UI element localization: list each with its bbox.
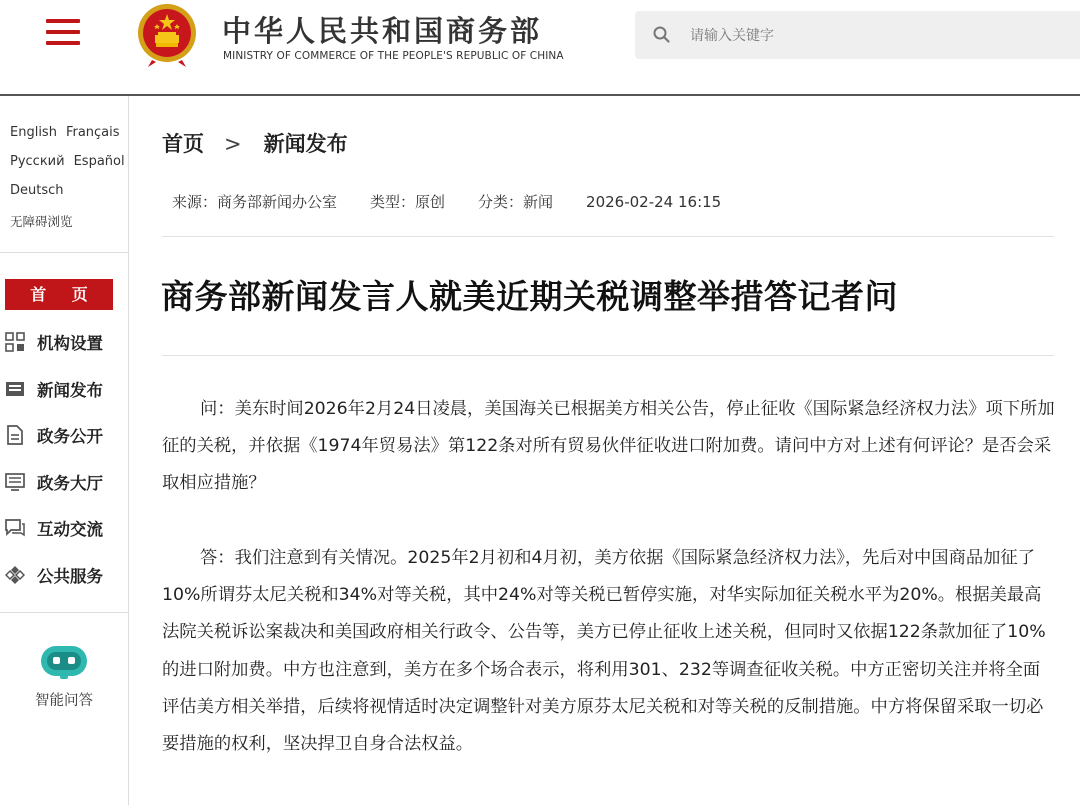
nav-label: 互动交流 [37, 520, 103, 539]
language-row [10, 154, 134, 169]
national-emblem-icon[interactable] [134, 2, 200, 68]
site-title[interactable]: 中华人民共和国商务部 [222, 14, 543, 48]
nav-item-org[interactable] [5, 328, 123, 356]
nav-label: 政务大厅 [37, 474, 103, 493]
nav-item-gov-affairs[interactable] [5, 421, 123, 449]
menu-icon[interactable] [46, 19, 80, 49]
org-grid-icon [5, 332, 25, 352]
service-hall-icon [5, 472, 25, 492]
lang-english[interactable]: English [10, 125, 57, 140]
meta-type: 类型：原创 [370, 193, 446, 211]
divider [0, 612, 128, 613]
lang-german[interactable]: Deutsch [10, 183, 64, 198]
language-row [10, 183, 73, 198]
chat-icon [5, 518, 25, 538]
breadcrumb-current[interactable]: 新闻发布 [263, 132, 348, 156]
article-answer: 答：我们注意到有关情况。2025年2月初和4月初，美方依据《国际紧急经济权力法》，先后对中国商品加征了10%所谓芬太尼关税和34%对等关税，其中24%对等关税已暂停实施，对华实际加征关税水平为20%。根据美最高法院关税诉讼案裁决和美国政府相关行政令、公告等，美方已停止征收上述关税，但同时又依据122条款加征了10%的进口附加费。中方也注意到，美方在多个场合表示，将利用301、232等调查征收关税。中方正密切关注并将全面评估美方相关举措，后续将视情适时决定调整针对美方原芬太尼关税和对等关税的反制措施。中方将保留采取一切必要措施的权利，坚决捍卫自身合法权益。 [162, 548, 1046, 755]
assistant-label[interactable]: 智能问答 [35, 693, 93, 709]
divider [0, 252, 128, 253]
divider [162, 236, 1054, 237]
nav-item-news[interactable] [5, 375, 123, 403]
meta-datetime: 2026-02-24 16:15 [586, 193, 722, 211]
lang-spanish[interactable]: Español [73, 154, 125, 169]
chevron-right-icon: > [224, 132, 242, 156]
nav-item-interaction[interactable] [5, 514, 123, 542]
site-title-english[interactable]: MINISTRY OF COMMERCE OF THE PEOPLE'S REPUBLIC OF CHINA [223, 50, 564, 62]
meta-source: 来源：商务部新闻办公室 [172, 193, 338, 211]
breadcrumb [162, 128, 348, 158]
site-header [0, 0, 1080, 96]
article-meta [172, 191, 754, 212]
document-icon [5, 425, 25, 445]
nav-home-button[interactable]: 首 页 [5, 279, 113, 310]
search-box [635, 11, 1080, 59]
breadcrumb-home[interactable]: 首页 [162, 132, 204, 156]
public-service-icon [5, 565, 25, 585]
accessibility-link[interactable]: 无障碍浏览 [10, 214, 73, 229]
search-input[interactable] [688, 21, 1062, 51]
article-question: 问：美东时间2026年2月24日凌晨，美国海关已根据美方相关公告，停止征收《国际紧急经济权力法》项下所加征的关税，并依据《1974年贸易法》第122条对所有贸易伙伴征收进口附加费。请问中方对上述有何评论？是否会采取相应措施？ [162, 399, 1055, 494]
meta-category: 分类：新闻 [478, 193, 554, 211]
lang-russian[interactable]: Русский [10, 154, 65, 169]
lang-french[interactable]: Français [65, 125, 120, 140]
nav-label: 公共服务 [37, 567, 103, 586]
news-list-icon [5, 379, 25, 399]
nav-item-service-hall[interactable] [5, 468, 123, 496]
nav-item-public-service[interactable] [5, 561, 123, 589]
search-icon[interactable] [652, 25, 672, 45]
nav-label: 政务公开 [37, 427, 103, 446]
robot-assistant-icon[interactable] [38, 641, 90, 681]
nav-label: 新闻发布 [37, 381, 103, 400]
sidebar [0, 96, 129, 805]
nav-label: 机构设置 [37, 334, 103, 353]
language-row [10, 125, 129, 140]
article-title: 商务部新闻发言人就美近期关税调整举措答记者问 [161, 277, 898, 316]
divider [162, 355, 1054, 356]
